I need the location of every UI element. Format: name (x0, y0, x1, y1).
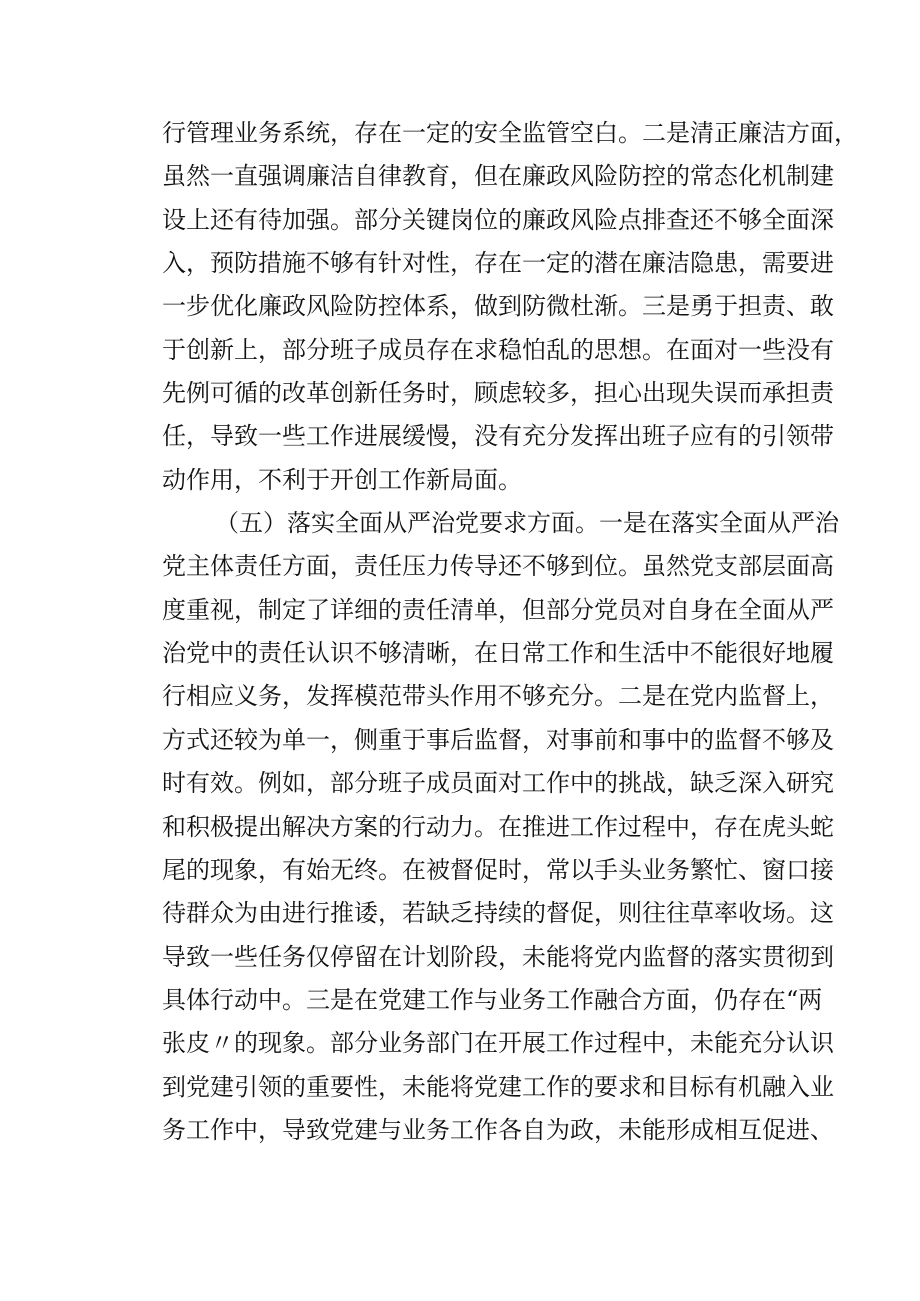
text-line: 于创新上，部分班子成员存在求稳怕乱的思想。在面对一些没有 (162, 335, 834, 364)
text-line: 具体行动中。三是在党建工作与业务工作融合方面，仍存在“两 (162, 985, 823, 1014)
text-line: 设上还有待加强。部分关键岗位的廉政风险点排查还不够全面深 (162, 205, 834, 234)
text-line: 先例可循的改革创新任务时，顾虑较多，担心出现失误而承担责 (162, 379, 834, 408)
text-line: 党主体责任方面，责任压力传导还不够到位。虽然党支部层面高 (162, 552, 834, 581)
text-line: 张皮〃的现象。部分业务部门在开展工作过程中，未能充分认识 (162, 1029, 834, 1058)
text-line: 务工作中，导致党建与业务工作各自为政，未能形成相互促进、 (162, 1115, 834, 1144)
text-line: 时有效。例如，部分班子成员面对工作中的挑战，缺乏深入研究 (162, 769, 834, 798)
body-text (162, 112, 858, 1152)
text-line: 一步优化廉政风险防控体系，做到防微杜渐。三是勇于担责、敢 (162, 292, 834, 321)
text-line: 待群众为由进行推诿，若缺乏持续的督促，则往往草率收场。这 (162, 899, 834, 928)
text-line: 任，导致一些工作进展缓慢，没有充分发挥出班子应有的引领带 (162, 422, 834, 451)
text-line: 动作用，不利于开创工作新局面。 (162, 465, 522, 494)
text-line: 度重视，制定了详细的责任清单，但部分党员对自身在全面从严 (162, 595, 834, 624)
text-line: 到党建引领的重要性，未能将党建工作的要求和目标有机融入业 (162, 1072, 834, 1101)
text-line: 方式还较为单一，侧重于事后监督，对事前和事中的监督不够及 (162, 725, 834, 754)
text-line: 行相应义务，发挥模范带头作用不够充分。二是在党内监督上， (162, 682, 834, 711)
text-line: 入，预防措施不够有针对性，存在一定的潜在廉洁隐患，需要进 (162, 249, 834, 278)
paragraph-start-line: （五）落实全面从严治党要求方面。一是在落实全面从严治 (215, 509, 839, 538)
text-line: 治党中的责任认识不够清晰，在日常工作和生活中不能很好地履 (162, 639, 834, 668)
text-line: 导致一些任务仅停留在计划阶段，未能将党内监督的落实贯彻到 (162, 942, 834, 971)
text-line: 尾的现象，有始无终。在被督促时，常以手头业务繁忙、窗口接 (162, 855, 834, 884)
text-line: 行管理业务系统，存在一定的安全监管空白。二是清正廉洁方面， (162, 119, 858, 147)
text-line: 虽然一直强调廉洁自律教育，但在廉政风险防控的常态化机制建 (162, 162, 834, 191)
text-line: 和积极提出解决方案的行动力。在推进工作过程中，存在虎头蛇 (162, 812, 834, 841)
